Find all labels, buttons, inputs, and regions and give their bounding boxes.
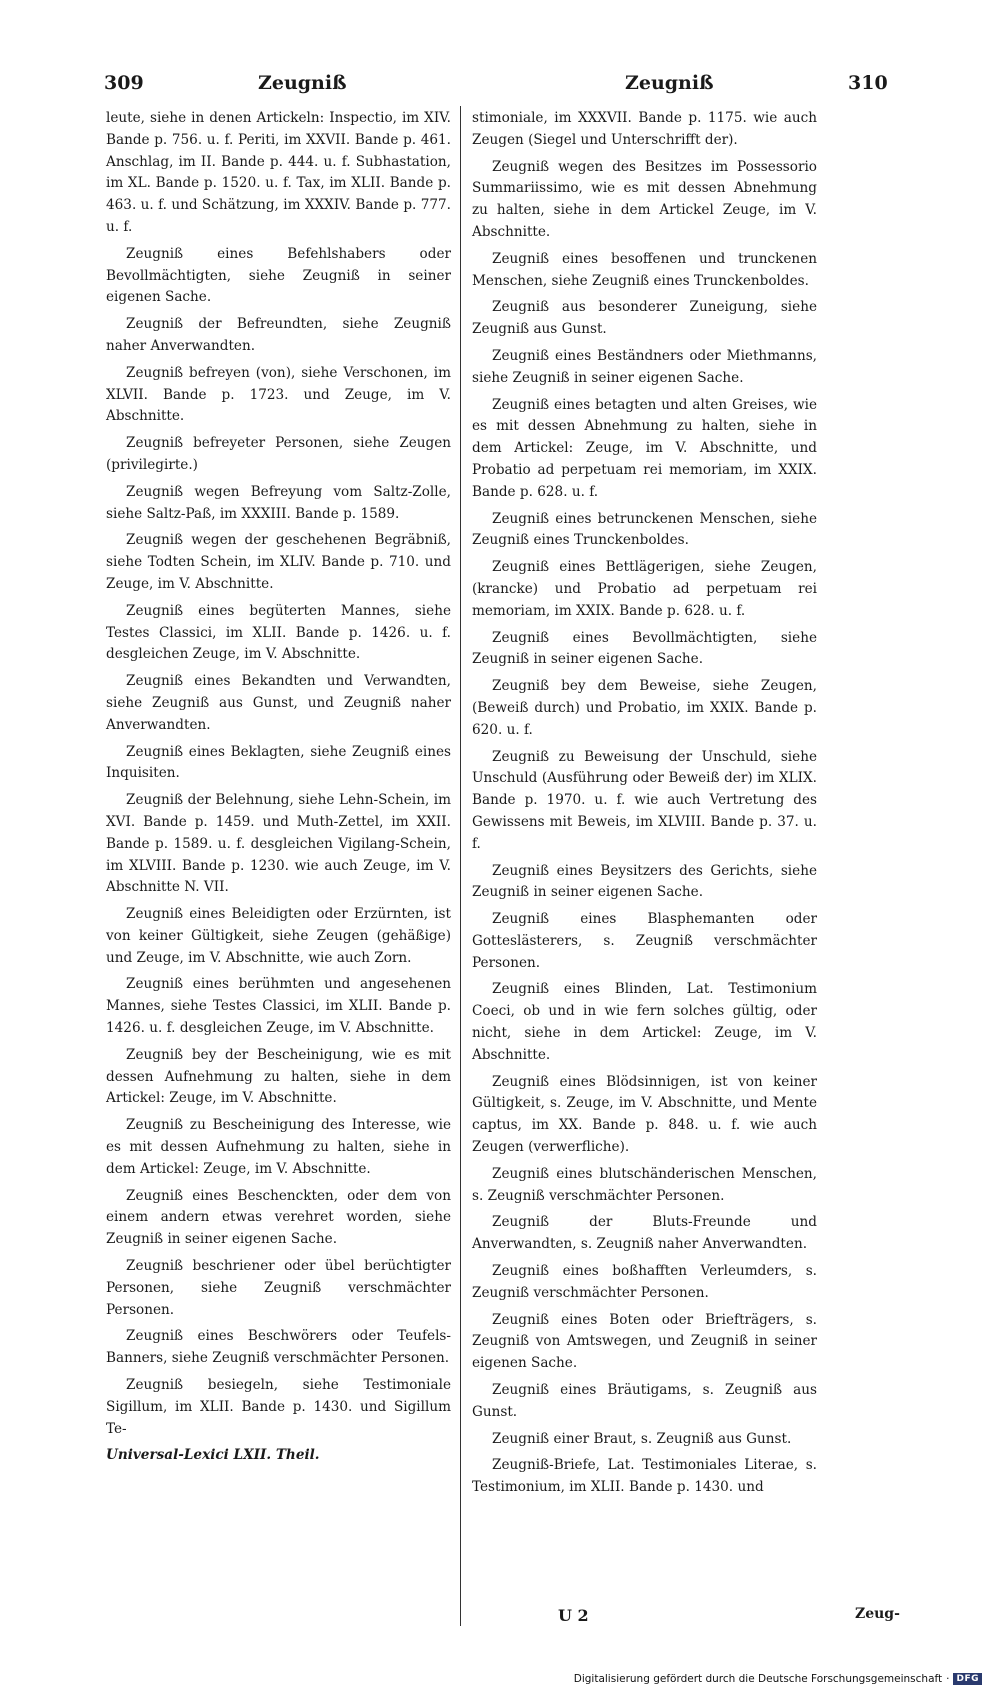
index-entry: Zeugniß-Briefe, Lat. Testimoniales Literae, s. Testimonium, im XLII. Bande p. 1430. und <box>472 1457 817 1496</box>
index-entry: Zeugniß eines Beschwörers oder Teufels-Banners, siehe Zeugniß verschmächter Personen. <box>106 1328 451 1367</box>
index-entry: Zeugniß eines Bettlägerigen, siehe Zeugen, (krancke) und Probatio ad perpetuam rei memoriam, im XXIX. Bande p. 628. u. f. <box>472 559 817 619</box>
index-entry: Zeugniß besiegeln, siehe Testimoniale Sigillum, im XLII. Bande p. 1430. und Sigillum Te- <box>106 1377 451 1437</box>
index-entry: Zeugniß wegen des Besitzes im Possessorio Summariissimo, wie es mit dessen Abnehmung zu halten, siehe in dem Artickel Zeuge, im V. Abschnitte. <box>472 158 817 240</box>
catchword: Zeug- <box>855 1606 900 1622</box>
index-entry: Zeugniß eines Befehlshabers oder Bevollmächtigten, siehe Zeugniß in seiner eigenen Sache. <box>106 245 451 306</box>
footer-text: Digitalisierung gefördert durch die Deutsche Forschungsgemeinschaft <box>573 1673 943 1685</box>
index-entry: Zeugniß eines begüterten Mannes, siehe Testes Classici, im XLII. Bande p. 1426. u. f. desgleichen Zeuge, im V. Abschnitte. <box>106 602 451 663</box>
index-entry: Zeugniß eines Beständners oder Miethmanns, siehe Zeugniß in seiner eigenen Sache. <box>472 347 817 386</box>
index-entry: Zeugniß eines Beschenckten, oder dem von einem andern etwas verehret worden, siehe Zeugniß in seiner eigenen Sache. <box>106 1187 451 1248</box>
index-entry: Zeugniß wegen Befreyung vom Saltz-Zolle, siehe Saltz-Paß, im XXXIII. Bande p. 1589. <box>106 483 451 522</box>
index-entry: Zeugniß eines Bräutigams, s. Zeugniß aus Gunst. <box>472 1382 817 1420</box>
index-entry: stimoniale, im XXXVII. Bande p. 1175. wie auch Zeugen (Siegel und Unterschrifft der). <box>472 110 817 148</box>
index-entry: Zeugniß eines blutschänderischen Menschen, s. Zeugniß verschmächter Personen. <box>472 1165 817 1204</box>
index-entry: Zeugniß befreyeter Personen, siehe Zeugen (privilegirte.) <box>106 435 451 473</box>
index-entry: Zeugniß eines Blödsinnigen, ist von keiner Gültigkeit, s. Zeuge, im V. Abschnitte, und Mente captus, im XX. Bande p. 848. u. f. wie auch Zeugen (verwerfliche). <box>472 1073 817 1156</box>
index-entry: Zeugniß eines betagten und alten Greises, wie es mit dessen Abnehmung zu halten, siehe in dem Artickel: Zeuge, im V. Abschnitte, und Probatio ad perpetuam rei memoriam, im XXIX. Bande p. 628. u. f. <box>472 396 817 500</box>
index-entry: Zeugniß eines Bevollmächtigten, siehe Zeugniß in seiner eigenen Sache. <box>472 629 817 668</box>
index-entry: Zeugniß eines besoffenen und trunckenen Menschen, siehe Zeugniß eines Trunckenboldes. <box>472 250 817 289</box>
index-entry: Zeugniß eines berühmten und angesehenen Mannes, siehe Testes Classici, im XLII. Bande p. 1426. u. f. desgleichen Zeuge, im V. Abschnitte. <box>106 976 451 1037</box>
index-entry: Zeugniß zu Beweisung der Unschuld, siehe Unschuld (Ausführung oder Beweiß der) im XLIX. Bande p. 1970. u. f. wie auch Vertretung des Gewissens mit Beweis, im XLVIII. Bande p. 37. u. f. <box>472 748 817 852</box>
separator-dot: · <box>946 1673 950 1685</box>
index-entry: Zeugniß der Befreundten, siehe Zeugniß naher Anverwandten. <box>106 316 451 354</box>
right-column <box>472 108 817 1504</box>
signature-mark: U 2 <box>558 1606 589 1625</box>
index-entry: Zeugniß eines Beklagten, siehe Zeugniß eines Inquisiten. <box>106 743 451 782</box>
index-entry: Zeugniß eines Beleidigten oder Erzürnten, ist von keiner Gültigkeit, siehe Zeugen (gehäßige) und Zeuge, im V. Abschnitte, wie auch Zorn. <box>106 906 451 966</box>
index-entry: Zeugniß eines Blasphemanten oder Gotteslästerers, s. Zeugniß verschmächter Personen. <box>472 911 817 971</box>
digitization-footer <box>574 1673 982 1685</box>
dfg-logo: DFG <box>953 1673 982 1685</box>
index-entry: Zeugniß befreyen (von), siehe Verschonen, im XLVII. Bande p. 1723. und Zeuge, im V. Abschnitte. <box>106 364 451 425</box>
index-entry: Zeugniß eines Beysitzers des Gerichts, siehe Zeugniß in seiner eigenen Sache. <box>472 862 817 901</box>
column-divider <box>460 106 461 1626</box>
page-number-left: 309 <box>104 72 144 94</box>
index-entry: Zeugniß einer Braut, s. Zeugniß aus Gunst. <box>492 1430 792 1447</box>
index-entry: Zeugniß aus besonderer Zuneigung, siehe Zeugniß aus Gunst. <box>472 299 817 338</box>
index-entry: Zeugniß zu Bescheinigung des Interesse, wie es mit dessen Aufnehmung zu halten, siehe in dem Artickel: Zeuge, im V. Abschnitte. <box>106 1117 451 1177</box>
page-number-right: 310 <box>848 72 888 94</box>
index-entry: Zeugniß bey dem Beweise, siehe Zeugen, (Beweiß durch) und Probatio, im XXIX. Bande p. 620. u. f. <box>472 678 817 738</box>
index-entry: Zeugniß eines Blinden, Lat. Testimonium Coeci, ob und in wie fern solches gültig, oder nicht, siehe in dem Artickel: Zeuge, im V. Abschnitte. <box>472 981 817 1063</box>
index-entry: Zeugniß bey der Bescheinigung, wie es mit dessen Aufnehmung zu halten, siehe in dem Artickel: Zeuge, im V. Abschnitte. <box>106 1046 451 1107</box>
book-page <box>100 72 900 1632</box>
index-entry: Zeugniß eines boßhafften Verleumders, s. Zeugniß verschmächter Personen. <box>472 1263 817 1301</box>
index-entry: Zeugniß der Belehnung, siehe Lehn-Schein, im XVI. Bande p. 1459. und Muth-Zettel, im XXII. Bande p. 1589. u. f. desgleichen Vigilang-Schein, im XLVIII. Bande p. 1230. wie auch Zeuge, im V. Abschnitte N. VII. <box>106 792 451 896</box>
index-entry: Zeugniß beschriener oder übel berüchtigter Personen, siehe Zeugniß verschmächter Personen. <box>106 1258 451 1318</box>
headword-left: Zeugniß <box>258 72 347 94</box>
running-header <box>100 72 888 102</box>
index-entry: Zeugniß wegen der geschehenen Begräbniß, siehe Todten Schein, im XLIV. Bande p. 710. und Zeuge, im V. Abschnitte. <box>106 532 451 592</box>
index-entry-tail: Universal-Lexici LXII. Theil. <box>106 1447 320 1464</box>
index-entry: Zeugniß der Bluts-Freunde und Anverwandten, s. Zeugniß naher Anverwandten. <box>472 1214 817 1253</box>
index-entry: Zeugniß eines Boten oder Briefträgers, s. Zeugniß von Amtswegen, und Zeugniß in seiner eigenen Sache. <box>472 1311 817 1372</box>
index-entry: Zeugniß eines Bekandten und Verwandten, siehe Zeugniß aus Gunst, und Zeugniß naher Anverwandten. <box>106 673 451 733</box>
index-entry: Zeugniß eines betrunckenen Menschen, siehe Zeugniß eines Trunckenboldes. <box>472 510 817 549</box>
headword-right: Zeugniß <box>625 72 714 94</box>
index-entry: leute, siehe in denen Artickeln: Inspectio, im XIV. Bande p. 756. u. f. Periti, im XXVII. Bande p. 461. Anschlag, im II. Bande p. 444. u. f. Subhastation, im XL. Bande p. 1520. u. f. Tax, im XLII. Bande p. 463. u. f. und Schätzung, im XXXIV. Bande p. 777. u. f. <box>106 110 451 235</box>
left-column <box>106 108 451 1472</box>
